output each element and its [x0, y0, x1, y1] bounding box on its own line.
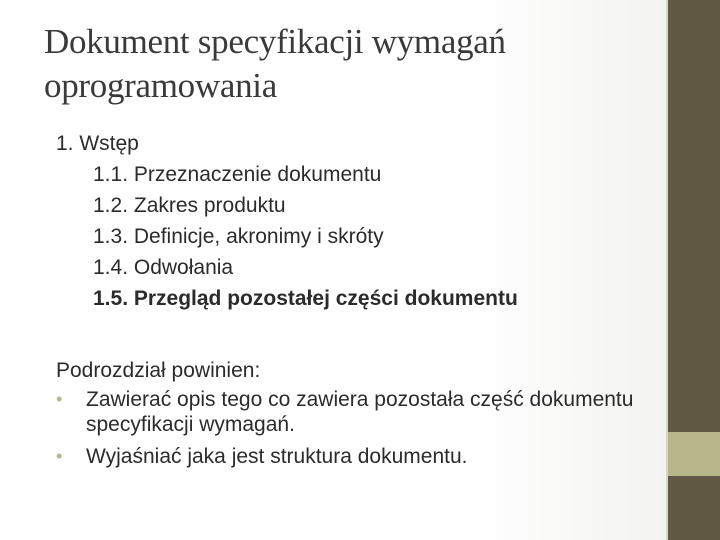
outline-item: 1.3. Definicje, akronimy i skróty	[93, 225, 384, 248]
bullet-icon: •	[56, 446, 63, 466]
bullet-text: Wyjaśniać jaka jest struktura dokumentu.	[86, 445, 468, 468]
bullet-item	[56, 387, 636, 437]
outline-item-highlighted: 1.5. Przegląd pozostałej części dokumentu	[93, 287, 518, 310]
slide-title: Dokument specyfikacji wymagań oprogramowania	[44, 22, 506, 105]
subsection-intro: Podrozdział powinien:	[56, 359, 261, 382]
sidebar-accent-block	[668, 432, 720, 476]
bullet-item	[56, 444, 636, 469]
bullet-text: Zawierać opis tego co zawiera pozostała część dokumentu specyfikacji wymagań.	[86, 388, 634, 436]
outline-item: 1.2. Zakres produktu	[93, 194, 286, 217]
document-outline	[56, 128, 518, 314]
bullet-icon: •	[56, 389, 63, 409]
outline-item: 1.1. Przeznaczenie dokumentu	[93, 163, 382, 186]
subsection-description	[56, 356, 636, 476]
outline-section-heading: 1. Wstęp	[56, 132, 139, 155]
outline-item: 1.4. Odwołania	[93, 256, 234, 279]
